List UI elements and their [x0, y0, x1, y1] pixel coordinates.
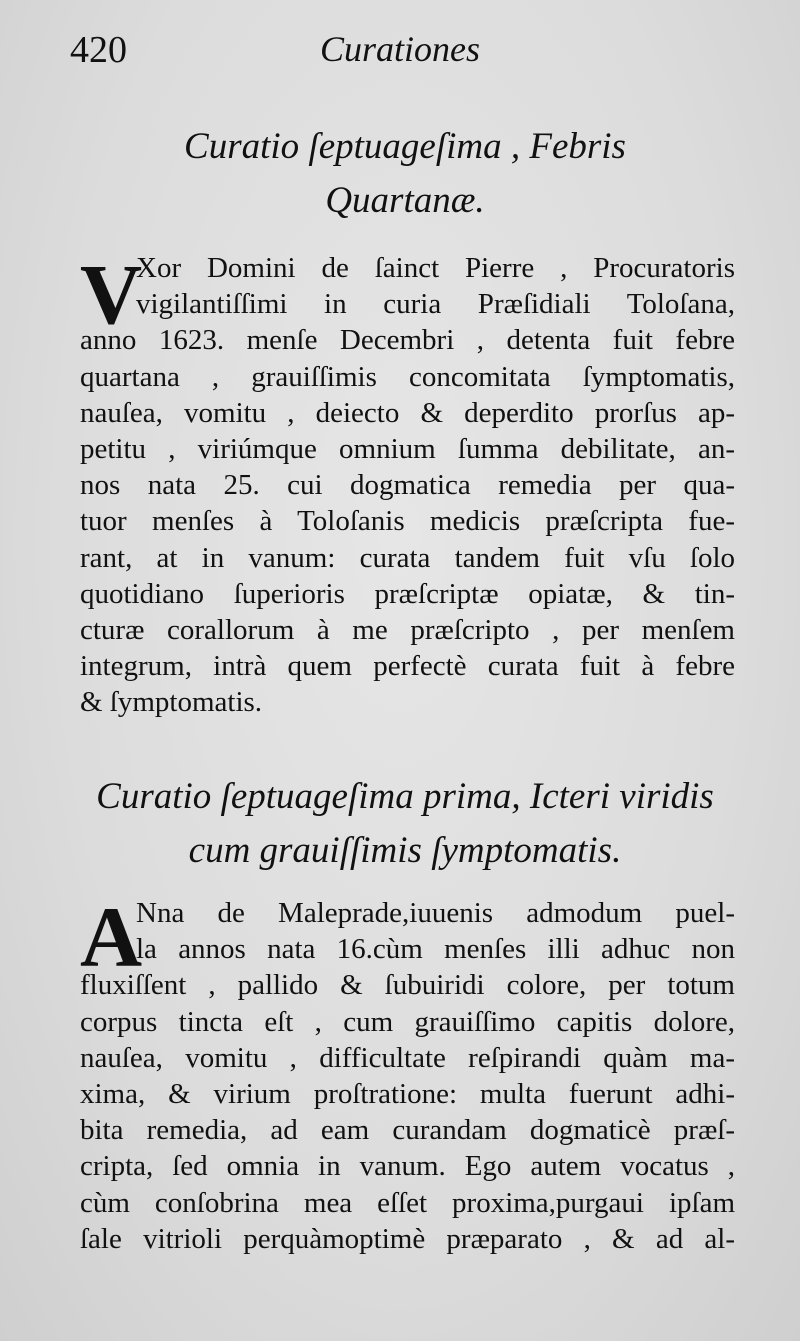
text-line: vigilantiſſimi in curia Præſidiali Toloſana, — [136, 288, 735, 321]
text-line: cturæ corallorum à me præſcripto , per menſem — [80, 613, 735, 646]
text-line: quartana , grauiſſimis concomitata ſymptomatis, — [80, 360, 735, 393]
text-line: corpus tincta eſt , cum grauiſſimo capitis dolore, — [80, 1005, 735, 1038]
text-line: xima, & virium proſtratione: multa fuerunt adhi- — [80, 1077, 735, 1110]
text-line: cùm conſobrina mea eſſet proxima,purgaui ipſam — [80, 1186, 735, 1219]
text-line: petitu , viriúmque omnium ſumma debilitate, an- — [80, 432, 735, 465]
text-line: tuor menſes à Toloſanis medicis præſcripta fue- — [80, 505, 735, 538]
text-line: ſale vitrioli perquàmoptimè præparato , & ad al- — [80, 1222, 735, 1255]
text-line: integrum, intrà quem perfectè curata fuit à febre — [80, 650, 735, 683]
paragraph-curatio-71 — [80, 889, 735, 1257]
text-line: cripta, ſed omnia in vanum. Ego autem vocatus , — [80, 1150, 735, 1183]
running-head: Curationes — [319, 29, 480, 69]
text-line: & ſymptomatis. — [80, 686, 263, 719]
text-line: bita remedia, ad eam curandam dogmaticè præſ- — [80, 1114, 735, 1147]
text-line: nos nata 25. cui dogmatica remedia per qua- — [80, 469, 735, 502]
page-number: 420 — [70, 29, 127, 71]
text-line: quotidiano ſuperioris præſcriptæ opiatæ, & tin- — [80, 577, 735, 610]
text-line: la annos nata 16.cùm menſes illi adhuc non — [136, 933, 735, 966]
section-title-line-1: Curatio ſeptuageſima , Febris — [184, 126, 626, 167]
text-line: Xor Domini de ſainct Pierre , Procuratoris — [136, 252, 735, 284]
paragraph-curatio-70 — [80, 246, 735, 720]
section-title-line-2: Quartanæ. — [325, 180, 485, 221]
drop-cap-v: V — [80, 246, 143, 342]
section-title-curatio-71 — [60, 770, 750, 878]
text-line: fluxiſſent , pallido & ſubuiridi colore, per totum — [80, 969, 735, 1002]
section-title-curatio-70 — [80, 120, 730, 228]
section-title-line-2: cum grauiſſimis ſymptomatis. — [188, 830, 622, 871]
text-line: Nna de Maleprade,iuuenis admodum puel- — [136, 897, 735, 929]
drop-cap-a: A — [80, 889, 143, 985]
section-title-line-1: Curatio ſeptuageſima prima, Icteri viridis — [96, 776, 714, 817]
text-line: nauſea, vomitu , deiecto & deperdito prorſus ap- — [80, 396, 735, 429]
text-line: rant, at in vanum: curata tandem fuit vſu ſolo — [80, 541, 735, 574]
page-header — [70, 28, 730, 78]
text-line: anno 1623. menſe Decembri , detenta fuit febre — [80, 324, 735, 357]
text-line: nauſea, vomitu , difficultate reſpirandi quàm ma- — [80, 1041, 735, 1074]
